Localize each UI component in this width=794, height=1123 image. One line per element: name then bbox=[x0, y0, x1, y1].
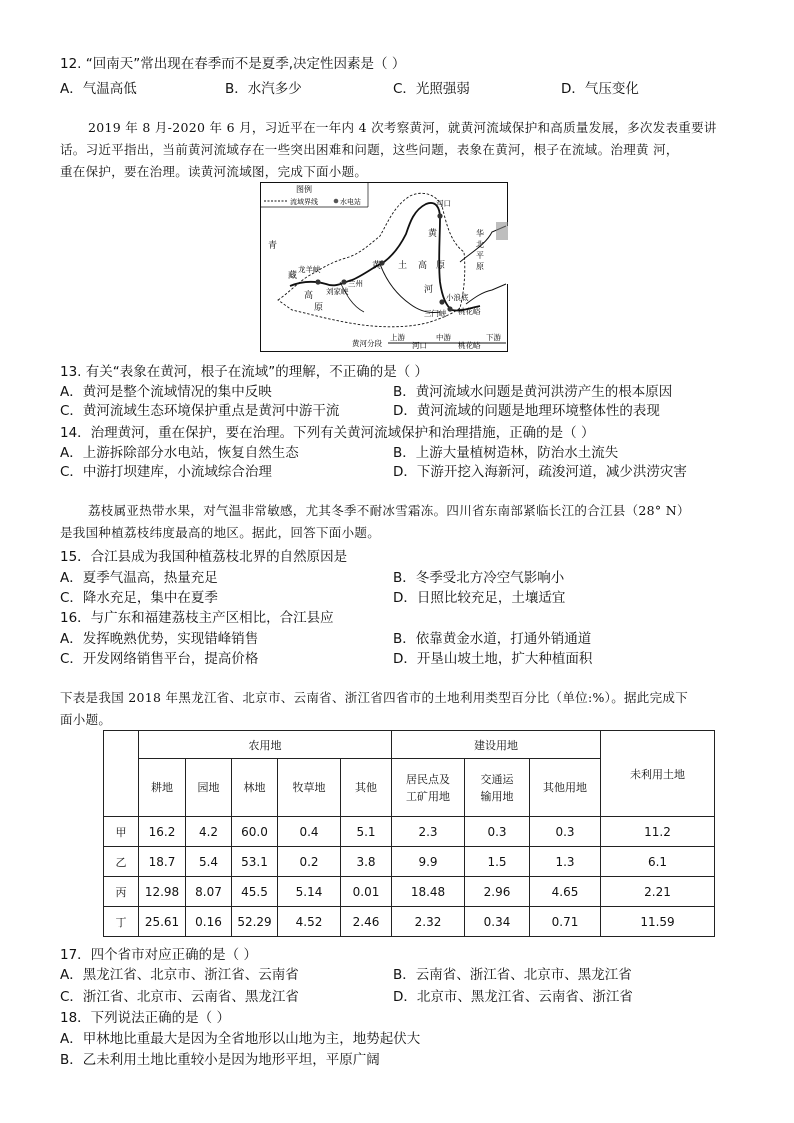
passage-yellow-river-line1: 2019 年 8 月-2020 年 6 月，习近平在一年内 4 次考察黄河，就黄河流域保护和高质量发展，多次发表重要讲 bbox=[88, 120, 717, 135]
label-sanmenxia: 三门峡 bbox=[424, 309, 447, 318]
q14-option-d: D．下游开挖入海新河，疏浚河道，减少洪涝灾害 bbox=[393, 464, 687, 480]
label-hekou: 河口 bbox=[436, 199, 451, 208]
table-cell: 3.8 bbox=[341, 847, 392, 877]
row-label: 甲 bbox=[104, 817, 139, 847]
table-cell: 4.65 bbox=[530, 877, 601, 907]
table-cell: 18.48 bbox=[392, 877, 465, 907]
column-header-line: 林地 bbox=[243, 781, 266, 794]
q18-option-b: B．乙未利用土地比重较小是因为地形平坦，平原广阔 bbox=[60, 1052, 380, 1068]
q13-stem: 13. 有关“表象在黄河，根子在流域”的理解，不正确的是（ ） bbox=[60, 364, 429, 380]
column-header-line: 交通运 bbox=[480, 772, 514, 786]
table-cell: 11.2 bbox=[601, 817, 715, 847]
table-cell: 11.59 bbox=[601, 907, 715, 937]
station-liujiaxia-icon bbox=[341, 279, 346, 284]
q13-option-c: C．黄河流域生态环境保护重点是黄河中游干流 bbox=[60, 403, 340, 419]
table-cell: 16.2 bbox=[139, 817, 186, 847]
column-header bbox=[341, 759, 392, 817]
label-yuan: 原 bbox=[314, 303, 324, 313]
column-header-line: 居民点及 bbox=[406, 772, 450, 786]
segment-hekou: 河口 bbox=[412, 341, 427, 350]
column-header bbox=[232, 759, 278, 817]
q16-option-b: B．依靠黄金水道，打通外销通道 bbox=[393, 631, 592, 647]
q14-stem: 14．治理黄河，重在保护，要在治理。下列有关黄河流域保护和治理措施，正确的是（ ） bbox=[60, 425, 595, 441]
station-sanmenxia-icon bbox=[439, 299, 444, 304]
table-cell: 2.96 bbox=[465, 877, 530, 907]
table-cell: 0.01 bbox=[341, 877, 392, 907]
q16-option-d: D．开垦山坡土地，扩大种植面积 bbox=[393, 651, 593, 667]
header-construction-land: 建设用地 bbox=[392, 731, 601, 759]
station-hekou-icon bbox=[437, 213, 442, 218]
label-yuan3: 原 bbox=[476, 262, 484, 271]
q13-option-b: B．黄河流域水问题是黄河洪涝产生的根本原因 bbox=[393, 384, 673, 400]
q16-stem: 16．与广东和福建荔枝主产区相比，合江县应 bbox=[60, 610, 334, 626]
table-cell: 52.29 bbox=[232, 907, 278, 937]
segment-lower: 下游 bbox=[486, 333, 501, 342]
table-cell: 2.3 bbox=[392, 817, 465, 847]
q15-option-a: A．夏季气温高，热量充足 bbox=[60, 570, 218, 586]
table-cell: 0.3 bbox=[465, 817, 530, 847]
q12-option-d: D．气压变化 bbox=[561, 81, 639, 97]
legend-station-icon bbox=[334, 199, 339, 204]
segment-upper: 上游 bbox=[390, 333, 405, 342]
label-lanzhou: 兰州 bbox=[348, 279, 363, 288]
table-cell: 25.61 bbox=[139, 907, 186, 937]
label-tu: 土 bbox=[398, 261, 408, 271]
station-longyangxia-icon bbox=[315, 279, 320, 284]
column-header-line: 园地 bbox=[197, 781, 220, 794]
table-cell: 0.3 bbox=[530, 817, 601, 847]
q16-option-a: A．发挥晚熟优势，实现错峰销售 bbox=[60, 631, 259, 647]
table-corner-cell bbox=[104, 731, 139, 817]
passage-lychee-line2: 是我国种植荔枝纬度最高的地区。据此，回答下面小题。 bbox=[60, 525, 381, 540]
label-gao: 高 bbox=[304, 291, 314, 301]
table-cell: 1.5 bbox=[465, 847, 530, 877]
q15-stem: 15．合江县成为我国种植荔枝北界的自然原因是 bbox=[60, 549, 348, 565]
q18-stem: 18．下列说法正确的是（ ） bbox=[60, 1010, 230, 1026]
label-liujiaxia: 刘家峡 bbox=[326, 287, 349, 296]
column-header-line: 输用地 bbox=[480, 789, 514, 803]
table-cell: 4.52 bbox=[278, 907, 341, 937]
q17-option-a: A．黑龙江省、北京市、浙江省、云南省 bbox=[60, 967, 299, 983]
passage-lychee-line1: 荔枝属亚热带水果，对气温非常敏感，尤其冬季不耐冰雪霜冻。四川省东南部紧临长江的合江县（28° N） bbox=[88, 503, 690, 518]
label-qing: 青 bbox=[268, 241, 278, 251]
legend-station-label: 水电站 bbox=[340, 198, 361, 206]
passage-table-line1: 下表是我国 2018 年黑龙江省、北京市、云南省、浙江省四省市的土地利用类型百分比（单位:%）。据此完成下 bbox=[60, 690, 688, 705]
label-gao2: 高 bbox=[418, 261, 428, 271]
column-header-line: 耕地 bbox=[151, 781, 173, 794]
q17-option-c: C．浙江省、北京市、云南省、黑龙江省 bbox=[60, 989, 299, 1005]
segment-middle: 中游 bbox=[436, 333, 451, 342]
yellow-river-basin-map bbox=[260, 182, 508, 352]
header-unused-land: 未利用土地 bbox=[601, 731, 715, 817]
q12-stem: 12. “回南天”常出现在春季而不是夏季,决定性因素是（ ） bbox=[60, 56, 406, 72]
table-row bbox=[104, 847, 715, 877]
q15-option-c: C．降水充足，集中在夏季 bbox=[60, 590, 218, 606]
column-header bbox=[392, 759, 465, 817]
table-row bbox=[104, 817, 715, 847]
q12-option-a: A．气温高低 bbox=[60, 81, 137, 97]
q17-option-d: D．北京市、黑龙江省、云南省、浙江省 bbox=[393, 989, 633, 1005]
label-he: 河 bbox=[424, 285, 434, 295]
label-taohuayu: 桃花峪 bbox=[458, 307, 481, 316]
column-header bbox=[530, 759, 601, 817]
q17-stem: 17．四个省市对应正确的是（ ） bbox=[60, 947, 257, 963]
table-cell: 5.1 bbox=[341, 817, 392, 847]
column-header-line: 工矿用地 bbox=[406, 789, 450, 803]
table-cell: 4.2 bbox=[186, 817, 232, 847]
segment-taohuayu: 桃花峪 bbox=[458, 341, 481, 350]
column-header bbox=[465, 759, 530, 817]
table-cell: 5.14 bbox=[278, 877, 341, 907]
label-longyangxia: 龙羊峡 bbox=[298, 265, 321, 274]
label-huanghe-huang: 黄 bbox=[428, 229, 438, 239]
q14-option-a: A．上游拆除部分水电站，恢复自然生态 bbox=[60, 445, 299, 461]
q12-option-c: C．光照强弱 bbox=[393, 81, 470, 97]
passage-yellow-river-line2: 话。习近平指出，当前黄河流域存在一些突出困难和问题，这些问题，表象在黄河，根子在流域。治理黄 河， bbox=[60, 142, 679, 157]
table-cell: 9.9 bbox=[392, 847, 465, 877]
table-row bbox=[104, 907, 715, 937]
table-cell: 2.46 bbox=[341, 907, 392, 937]
column-header-line: 牧草地 bbox=[292, 781, 326, 794]
column-header bbox=[186, 759, 232, 817]
passage-table-line2: 面小题。 bbox=[60, 712, 112, 727]
table-cell: 1.3 bbox=[530, 847, 601, 877]
table-cell: 0.4 bbox=[278, 817, 341, 847]
segment-bar-title: 黄河分段 bbox=[352, 339, 382, 348]
table-cell: 5.4 bbox=[186, 847, 232, 877]
q18-option-a: A．甲林地比重最大是因为全省地形以山地为主，地势起伏大 bbox=[60, 1031, 421, 1047]
table-cell: 53.1 bbox=[232, 847, 278, 877]
legend-boundary-label: 流域界线 bbox=[290, 198, 318, 206]
table-cell: 2.32 bbox=[392, 907, 465, 937]
land-use-table bbox=[103, 730, 715, 937]
q13-option-d: D．黄河流域的问题是地理环境整体性的表现 bbox=[393, 403, 660, 419]
q14-option-c: C．中游打坝建库，小流域综合治理 bbox=[60, 464, 272, 480]
label-zang: 藏 bbox=[288, 271, 298, 281]
row-label: 丙 bbox=[104, 877, 139, 907]
q13-option-a: A．黄河是整个流域情况的集中反映 bbox=[60, 384, 272, 400]
row-label: 丁 bbox=[104, 907, 139, 937]
table-cell: 18.7 bbox=[139, 847, 186, 877]
column-header-line: 其他 bbox=[355, 781, 377, 794]
q15-option-b: B．冬季受北方冷空气影响小 bbox=[393, 570, 565, 586]
q15-option-d: D．日照比较充足，土壤适宜 bbox=[393, 590, 566, 606]
table-cell: 0.16 bbox=[186, 907, 232, 937]
label-ping: 平 bbox=[476, 251, 484, 260]
sea-shading bbox=[496, 222, 508, 240]
table-cell: 0.34 bbox=[465, 907, 530, 937]
label-hua: 华 bbox=[476, 229, 484, 238]
table-cell: 0.71 bbox=[530, 907, 601, 937]
row-label: 乙 bbox=[104, 847, 139, 877]
q17-option-b: B．云南省、浙江省、北京市、黑龙江省 bbox=[393, 967, 632, 983]
column-header bbox=[139, 759, 186, 817]
passage-yellow-river-line3: 重在保护，要在治理。读黄河流域图，完成下面小题。 bbox=[60, 164, 368, 179]
table-cell: 45.5 bbox=[232, 877, 278, 907]
header-agricultural-land: 农用地 bbox=[139, 731, 392, 759]
table-cell: 8.07 bbox=[186, 877, 232, 907]
table-cell: 60.0 bbox=[232, 817, 278, 847]
q16-option-c: C．开发网络销售平台，提高价格 bbox=[60, 651, 259, 667]
table-cell: 2.21 bbox=[601, 877, 715, 907]
table-header-row-1 bbox=[104, 731, 715, 759]
column-header bbox=[278, 759, 341, 817]
q12-option-b: B．水汽多少 bbox=[225, 81, 302, 97]
label-bei: 北 bbox=[476, 240, 484, 249]
station-xiaolangdi-icon bbox=[447, 306, 452, 311]
column-header-line: 其他用地 bbox=[543, 781, 587, 794]
table-cell: 6.1 bbox=[601, 847, 715, 877]
label-xiaolangdi: 小浪底 bbox=[446, 293, 469, 302]
legend-title: 图例 bbox=[296, 185, 312, 194]
table-cell: 0.2 bbox=[278, 847, 341, 877]
label-yuan2: 原 bbox=[436, 261, 446, 271]
table-row bbox=[104, 877, 715, 907]
q14-option-b: B．上游大量植树造林，防治水土流失 bbox=[393, 445, 619, 461]
table-cell: 12.98 bbox=[139, 877, 186, 907]
label-huang: 黄 bbox=[372, 261, 382, 271]
